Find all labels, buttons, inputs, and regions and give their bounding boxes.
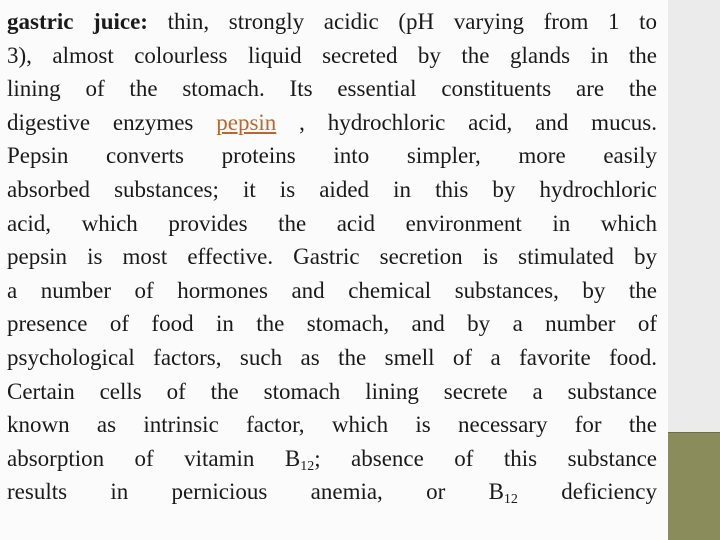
text-line-13: known as intrinsic factor, which is necessary for the xyxy=(7,412,657,438)
text-line-15: results in pernicious anemia, or $B_{12}$ deficiency xyxy=(7,479,657,508)
text-line-9: a number of hormones and chemical substances, by the xyxy=(7,277,657,303)
text-line-5: Pepsin converts proteins into simpler, more easily xyxy=(7,143,657,169)
sidebar-divider xyxy=(668,432,720,433)
text-line-10: presence of food in the stomach, and by a number of xyxy=(7,311,657,337)
text-line-12: Certain cells of the stomach lining secrete a substance xyxy=(7,378,657,404)
text-line-4: digestive enzymes pepsin , hydrochloric acid, and mucus. xyxy=(7,109,657,135)
text-line-14: absorption of vitamin $B_{12}$; absence of this substance xyxy=(7,445,657,474)
sidebar-light-panel xyxy=(668,0,720,432)
text-line-3: lining of the stomach. Its essential constituents are the xyxy=(7,76,657,102)
text-line-8: pepsin is most effective. Gastric secretion is stimulated by xyxy=(7,244,657,270)
subscript-12: 12 xyxy=(503,492,518,508)
pepsin-link[interactable]: pepsin xyxy=(216,109,277,135)
definition-paragraph xyxy=(7,5,657,509)
term-heading: gastric juice: xyxy=(7,9,148,34)
text-line-2: 3), almost colourless liquid secreted by the glands in the xyxy=(7,42,657,68)
sidebar-olive-panel xyxy=(668,432,720,540)
text-line-6: absorbed substances; it is aided in this by hydrochloric xyxy=(7,176,657,202)
text-line-7: acid, which provides the acid environment in which xyxy=(7,210,657,236)
text-line-11: psychological factors, such as the smell of a favorite food. xyxy=(7,344,657,370)
subscript-12: 12 xyxy=(300,458,315,474)
text-line-1: gastric juice: thin, strongly acidic (pH varying from 1 to xyxy=(7,9,657,34)
